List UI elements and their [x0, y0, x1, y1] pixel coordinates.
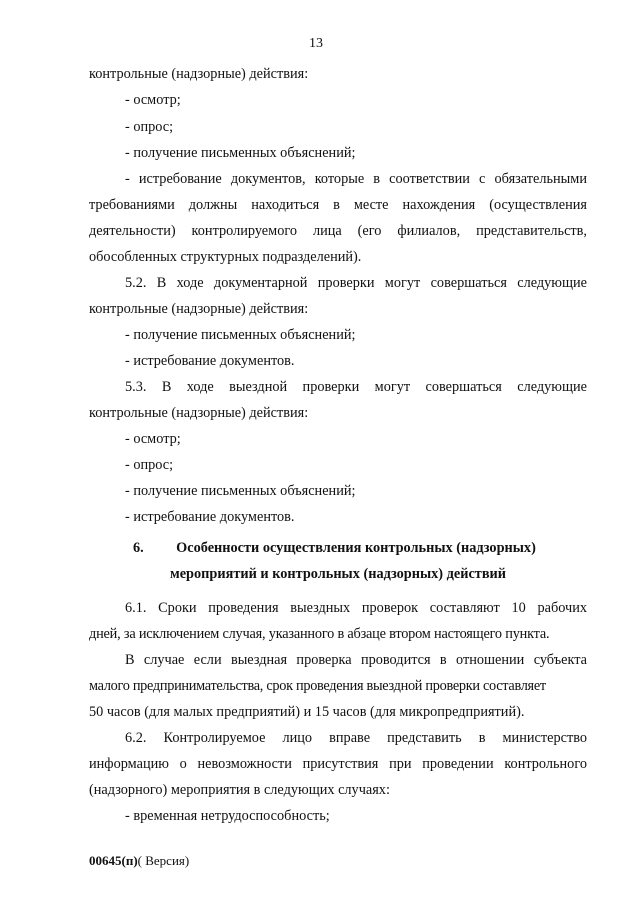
text-line: деятельности) контролируемого лица (его филиалов, представительств,	[89, 223, 587, 239]
text-line: малого предпринимательства, срок проведения выездной проверки составляет	[89, 678, 546, 694]
paragraph-5-3: 5.3. В ходе выездной проверки могут совершаться следующие	[125, 379, 587, 395]
text-line: контрольные (надзорные) действия:	[89, 301, 309, 317]
paragraph-5-2: 5.2. В ходе документарной проверки могут совершаться следующие	[125, 275, 587, 291]
text-line: (надзорного) мероприятия в следующих случаях:	[89, 782, 390, 798]
text-line: требованиями должны находиться в месте нахождения (осуществления	[89, 197, 587, 213]
list-item: - истребование документов.	[125, 509, 295, 525]
page-number: 13	[309, 36, 323, 51]
text-line: контрольные (надзорные) действия:	[89, 405, 309, 421]
paragraph: В случае если выездная проверка проводится в отношении субъекта	[125, 652, 587, 668]
section-number: 6.	[133, 540, 144, 556]
document-code: 00645(п)	[89, 853, 138, 868]
list-item: - получение письменных объяснений;	[125, 327, 356, 343]
section-heading	[89, 540, 587, 557]
list-item: - истребование документов, которые в соответствии с обязательными	[125, 171, 587, 187]
text-line: дней, за исключением случая, указанного в абзаце втором настоящего пункта.	[89, 626, 550, 642]
document-version: ( Версия)	[137, 853, 190, 868]
paragraph-6-2: 6.2. Контролируемое лицо вправе представить в министерство	[125, 730, 587, 746]
list-item: - осмотр;	[125, 92, 181, 108]
list-item: - осмотр;	[125, 431, 181, 447]
section-title-line2: мероприятий и контрольных (надзорных) действий	[169, 566, 507, 582]
paragraph-6-1: 6.1. Сроки проведения выездных проверок составляют 10 рабочих	[125, 600, 587, 616]
text-line: контрольные (надзорные) действия:	[89, 66, 309, 82]
text-line: информацию о невозможности присутствия при проведении контрольного	[89, 756, 587, 772]
document-footer	[89, 853, 189, 869]
list-item: - истребование документов.	[125, 353, 295, 369]
list-item: - получение письменных объяснений;	[125, 145, 356, 161]
text-line: 50 часов (для малых предприятий) и 15 часов (для микропредприятий).	[89, 704, 525, 720]
section-title-line1: Особенности осуществления контрольных (надзорных)	[176, 540, 536, 556]
list-item: - опрос;	[125, 119, 174, 135]
list-item: - получение письменных объяснений;	[125, 483, 356, 499]
list-item: - временная нетрудоспособность;	[125, 808, 330, 824]
text-line: обособленных структурных подразделений).	[89, 249, 362, 265]
list-item: - опрос;	[125, 457, 174, 473]
